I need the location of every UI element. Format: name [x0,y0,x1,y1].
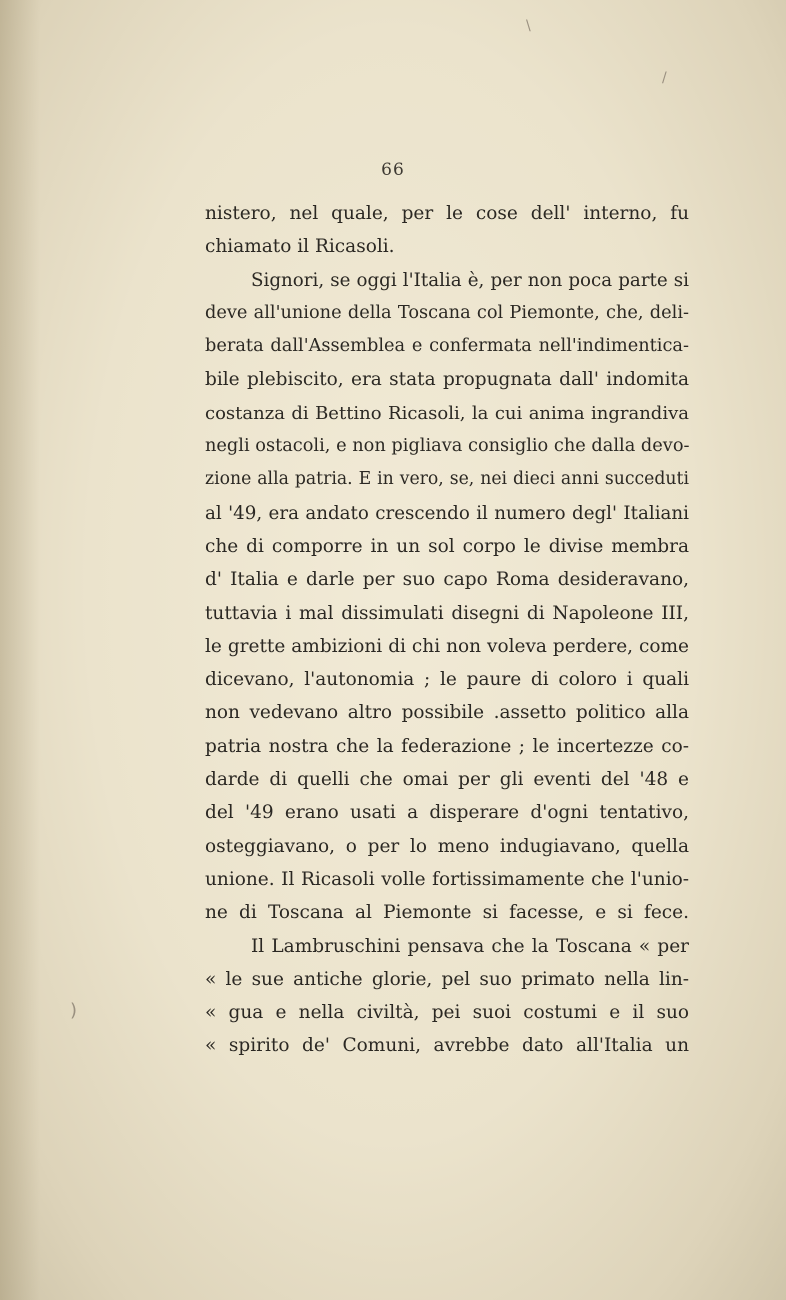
text-line: zione alla patria. E in vero, se, nei dieci anni succeduti [205,469,689,490]
text-line: darde di quelli che omai per gli eventi del '48 e [205,769,689,791]
text-line: Il Lambruschini pensava che la Toscana « per [251,935,689,957]
page-edge-shadow [0,0,40,1300]
page-number: 66 [381,160,405,180]
text-line: unione. Il Ricasoli volle fortissimamente che l'unio- [205,868,689,890]
text-line: bile plebiscito, era stata propugnata dall' indomita [205,369,689,391]
text-line: nistero, nel quale, per le cose dell' interno, fu [205,203,689,224]
text-line: che di comporre in un sol corpo le divise membra [205,535,689,557]
paper-mark: / [662,70,667,86]
text-line: non vedevano altro possibile .assetto politico alla [205,702,689,724]
text-line: tuttavia i mal dissimulati disegni di Napoleone III, [205,602,689,624]
paper-mark: \ [526,18,531,34]
text-line: ne di Toscana al Piemonte si facesse, e si fece. [205,902,689,924]
text-line: berata dall'Assemblea e confermata nell'indimentica- [205,336,689,357]
text-line: « spirito de' Comuni, avrebbe dato all'Italia un [205,1035,689,1057]
text-line: chiamato il Ricasoli. [205,236,395,258]
text-line: « gua e nella civiltà, pei suoi costumi e il suo [205,1002,689,1024]
text-line: deve all'unione della Toscana col Piemonte, che, deli- [205,302,689,323]
text-line: dicevano, l'autonomia ; le paure di coloro i quali [205,669,689,691]
text-line: del '49 erano usati a disperare d'ogni tentativo, [205,802,689,824]
text-line: d' Italia e darle per suo capo Roma desideravano, [205,569,689,591]
text-line: « le sue antiche glorie, pel suo primato nella lin- [205,968,689,990]
body-text [205,197,689,1063]
text-line: osteggiavano, o per lo meno indugiavano, quella [205,835,689,857]
text-line: costanza di Bettino Ricasoli, la cui anima ingrandiva [205,402,689,424]
text-line: le grette ambizioni di chi non voleva perdere, come [205,635,689,657]
text-line: patria nostra che la federazione ; le incertezze co- [205,735,689,757]
paper-mark: ) [70,1000,78,1021]
text-line: al '49, era andato crescendo il numero degl' Italiani [205,502,689,524]
text-line: Signori, se oggi l'Italia è, per non poca parte si [251,269,689,291]
text-line: negli ostacoli, e non pigliava consiglio che dalla devo- [205,436,690,457]
